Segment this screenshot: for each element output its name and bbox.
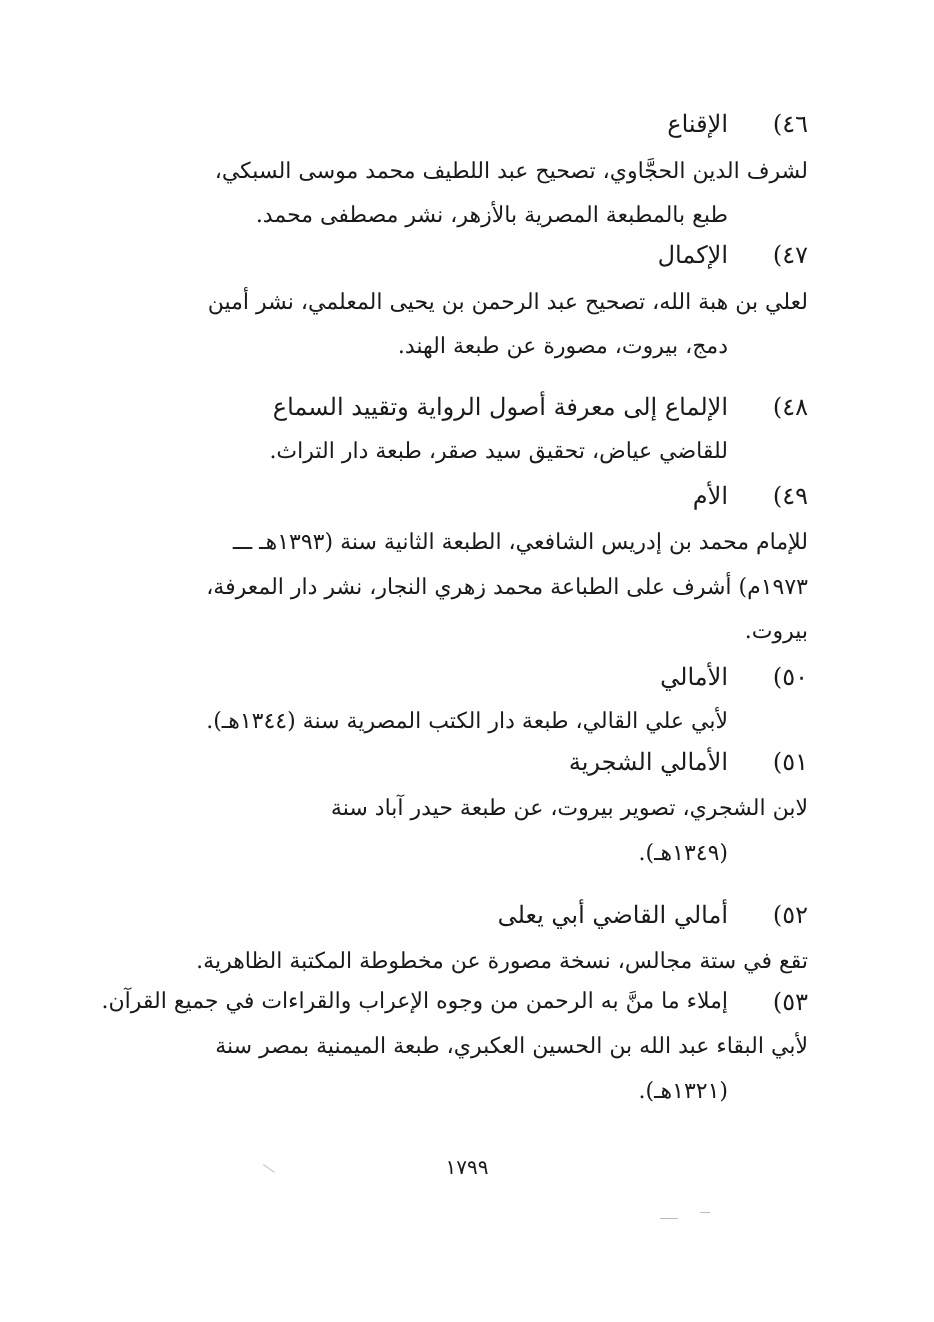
entry-number: ٤٧) — [772, 241, 808, 269]
entry-number: ٥٠) — [772, 663, 808, 691]
entry-description-line: للإمام محمد بن إدريس الشافعي، الطبعة الثانية سنة (١٣٩٣هـ ـــ — [232, 530, 808, 555]
entry-description-line: لشرف الدين الحجَّاوي، تصحيح عبد اللطيف محمد موسى السبكي، — [214, 159, 808, 184]
entry-description-line: لعلي بن هبة الله، تصحيح عبد الرحمن بن يحيى المعلمي، نشر أمين — [207, 290, 808, 315]
entry-number: ٤٩) — [772, 482, 808, 510]
entry-description-line: تقع في ستة مجالس، نسخة مصورة عن مخطوطة المكتبة الظاهرية. — [196, 949, 808, 974]
entry-title: الأم — [692, 482, 728, 510]
entry-description-line: (١٣٢١هـ). — [638, 1079, 728, 1104]
entry-description-line: للقاضي عياض، تحقيق سيد صقر، طبعة دار التراث. — [269, 439, 728, 464]
entry-title: الإكمال — [657, 241, 728, 269]
entry-title: الإلماع إلى معرفة أصول الرواية وتقييد السماع — [272, 393, 728, 421]
entry-description-line: طبع بالمطبعة المصرية بالأزهر، نشر مصطفى محمد. — [255, 203, 728, 228]
entry-title: الإقناع — [667, 110, 728, 138]
entry-title: الأمالي — [660, 663, 728, 691]
entry-number: ٤٦) — [772, 110, 808, 138]
entry-number: ٥١) — [772, 748, 808, 776]
entry-description-line: بيروت. — [744, 619, 808, 644]
entry-description-line: ١٩٧٣م) أشرف على الطباعة محمد زهري النجار، نشر دار المعرفة، — [206, 575, 808, 600]
scan-speck — [660, 1218, 678, 1219]
entry-description-line: (١٣٤٩هـ). — [638, 841, 728, 866]
entry-description-line: دمج، بيروت، مصورة عن طبعة الهند. — [397, 334, 728, 359]
entry-description-line: لأبي علي القالي، طبعة دار الكتب المصرية سنة (١٣٤٤هـ). — [206, 709, 728, 734]
entry-number: ٥٢) — [772, 901, 808, 929]
entry-number: ٤٨) — [772, 393, 808, 421]
entry-description-line: لابن الشجري، تصوير بيروت، عن طبعة حيدر آباد سنة — [330, 796, 808, 821]
entry-description-line: لأبي البقاء عبد الله بن الحسين العكبري، طبعة الميمنية بمصر سنة — [215, 1034, 808, 1059]
entry-title: إملاء ما منَّ به الرحمن من وجوه الإعراب والقراءات في جميع القرآن. — [101, 989, 728, 1014]
entry-title: الأمالي الشجرية — [568, 748, 728, 776]
page-number: ١٧٩٩ — [445, 1155, 489, 1179]
entry-title: أمالي القاضي أبي يعلى — [497, 901, 728, 929]
scan-speck — [700, 1212, 710, 1213]
entry-number: ٥٣) — [772, 988, 808, 1016]
